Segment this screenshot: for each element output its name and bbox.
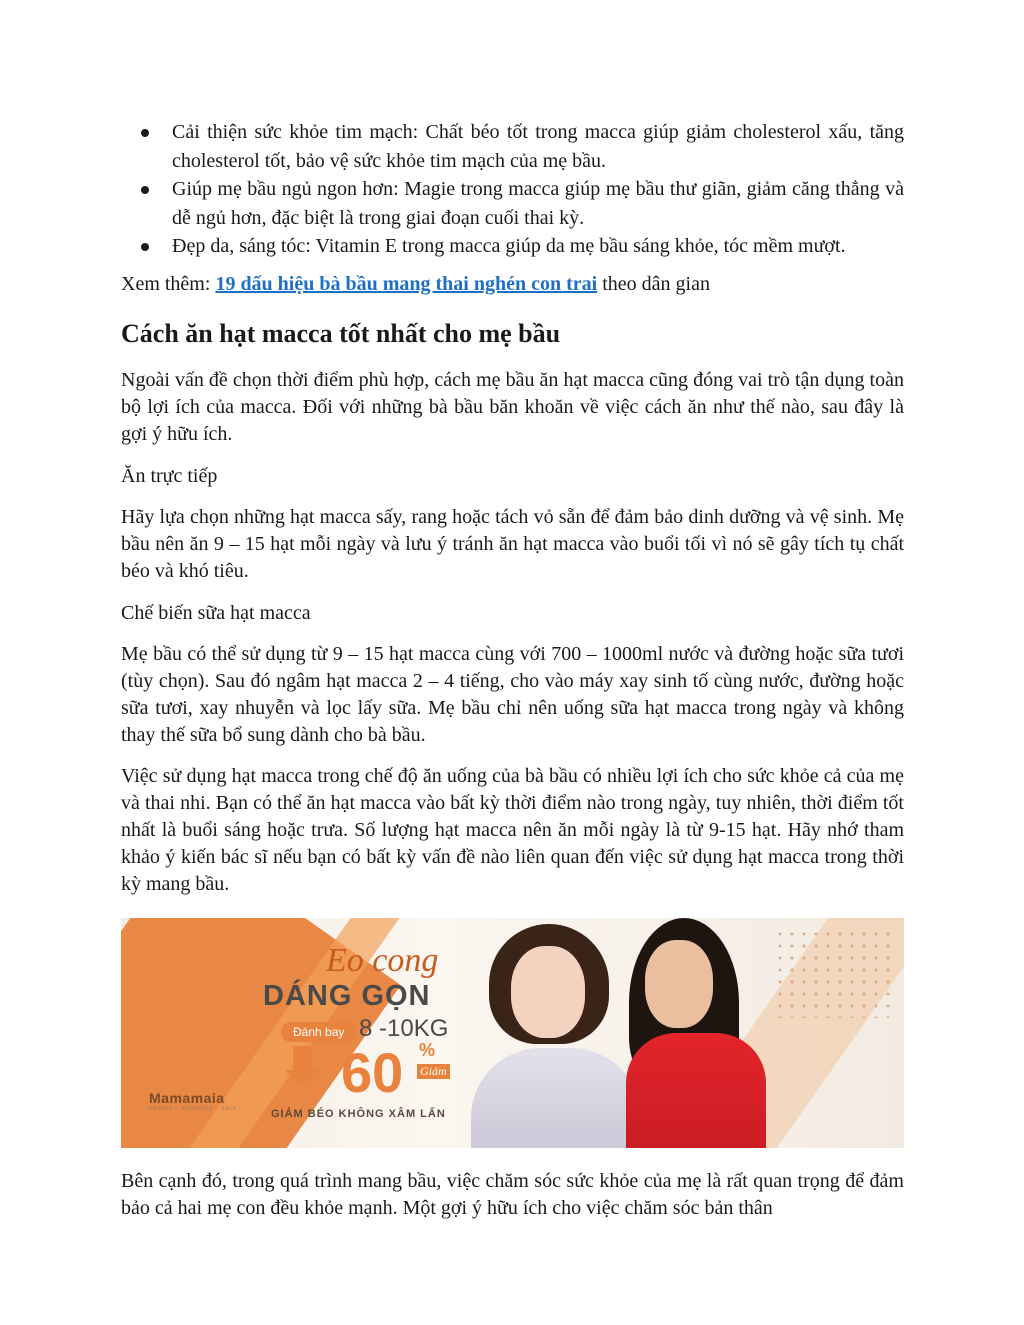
list-item-text: Giúp mẹ bầu ngủ ngon hơn: Magie trong macca giúp mẹ bầu thư giãn, giảm căng thẳng và dễ ngủ hơn, đặc biệt là trong giai đoạn cuối thai kỳ. (172, 178, 904, 229)
summary-paragraph: Việc sử dụng hạt macca trong chế độ ăn uống của bà bầu có nhiều lợi ích cho sức khỏe cả của mẹ và thai nhi. Bạn có thể ăn hạt macca vào bất kỳ thời điểm nào trong ngày, tuy nhiên, thời điểm tốt nhất là buổi sáng hoặc trưa. Số lượng hạt macca nên ăn mỗi ngày là từ 9-15 hạt. Hãy nhớ tham khảo ý kiến bác sĩ nếu bạn có bất kỳ vấn đề nào liên quan đến việc sử dụng hạt macca trong thời kỳ mang bầu. (121, 764, 904, 895)
list-item-text: Đẹp da, sáng tóc: Vitamin E trong macca giúp da mẹ bầu sáng khỏe, tóc mềm mượt. (172, 235, 846, 257)
direct-eating-paragraph: Hãy lựa chọn những hạt macca sấy, rang hoặc tách vỏ sẵn để đảm bảo dinh dưỡng và vệ sinh. Mẹ bầu nên ăn 9 – 15 hạt mỗi ngày và lưu ý tránh ăn hạt macca vào buổi tối vì nó sẽ gây tích tụ chất béo và khó tiêu. (121, 505, 904, 582)
bullet-icon (141, 243, 149, 251)
banner-percent-word: Giảm (417, 1064, 450, 1079)
down-arrow-icon (293, 1046, 311, 1072)
banner-line1: Eo cong (326, 941, 439, 979)
see-more-link[interactable]: 19 dấu hiệu bà bầu mang thai nghén con trai (215, 272, 598, 295)
banner-percent-number: 60 (341, 1040, 404, 1104)
brand-logo-sub: beauty · slimming · care (149, 1105, 238, 1112)
list-item (121, 232, 904, 261)
subsection-title-milk: Chế biến sữa hạt macca (121, 601, 311, 624)
woman-right-face (645, 940, 713, 1028)
banner-line2: DÁNG GỌN (263, 979, 431, 1012)
woman-right-dress (626, 1033, 766, 1148)
milk-paragraph: Mẹ bầu có thể sử dụng từ 9 – 15 hạt macca cùng với 700 – 1000ml nước và đường hoặc sữa tươi (tùy chọn). Sau đó ngâm hạt macca 2 – 4 tiếng, cho vào máy xay sinh tố cùng nước, đường hoặc sữa tươi, xay nhuyễn và lọc lấy sữa. Mẹ bầu chỉ nên uống sữa hạt macca trong ngày và không thay thế sữa bổ sung dành cho bà bầu. (121, 642, 904, 746)
banner-tagline: GIẢM BÉO KHÔNG XÂM LẤN (271, 1107, 446, 1120)
brand-logo-text: Mamamaia (149, 1089, 225, 1106)
closing-paragraph: Bên cạnh đó, trong quá trình mang bầu, việc chăm sóc sức khỏe của mẹ là rất quan trọng để đảm bảo cả hai mẹ con đều khỏe mạnh. Một gợi ý hữu ích cho việc chăm sóc bản thân (121, 1169, 904, 1219)
woman-left-face (511, 946, 585, 1038)
banner-kg: 8 -10KG (359, 1014, 449, 1042)
list-item-text: Cải thiện sức khỏe tim mạch: Chất béo tốt trong macca giúp giảm cholesterol xấu, tăng cholesterol tốt, bảo vệ sức khỏe tim mạch của mẹ bầu. (172, 121, 904, 172)
see-more-paragraph (121, 271, 904, 298)
section-heading: Cách ăn hạt macca tốt nhất cho mẹ bầu (121, 318, 561, 348)
brand-logo (149, 1090, 237, 1112)
woman-left-dress (471, 1048, 641, 1148)
subsection-title-direct: Ăn trực tiếp (121, 464, 218, 487)
intro-paragraph: Ngoài vấn đề chọn thời điểm phù hợp, cách mẹ bầu ăn hạt macca cũng đóng vai trò tận dụng toàn bộ lợi ích của macca. Đối với những bà bầu băn khoăn về việc cách ăn như thế nào, sau đây là gợi ý hữu ích. (121, 368, 904, 445)
banner-percent-sign: % (419, 1039, 436, 1060)
promo-banner-image (121, 918, 904, 1148)
see-more-prefix: Xem thêm: (121, 272, 216, 295)
banner-dot-pattern (774, 928, 894, 1018)
document-content (121, 118, 904, 1222)
bullet-icon (141, 186, 149, 194)
see-more-suffix: theo dân gian (597, 272, 710, 295)
banner-pill: Đánh bay (281, 1022, 356, 1042)
bullet-icon (141, 129, 149, 137)
benefit-list (121, 118, 904, 261)
list-item (121, 118, 904, 175)
list-item (121, 175, 904, 232)
